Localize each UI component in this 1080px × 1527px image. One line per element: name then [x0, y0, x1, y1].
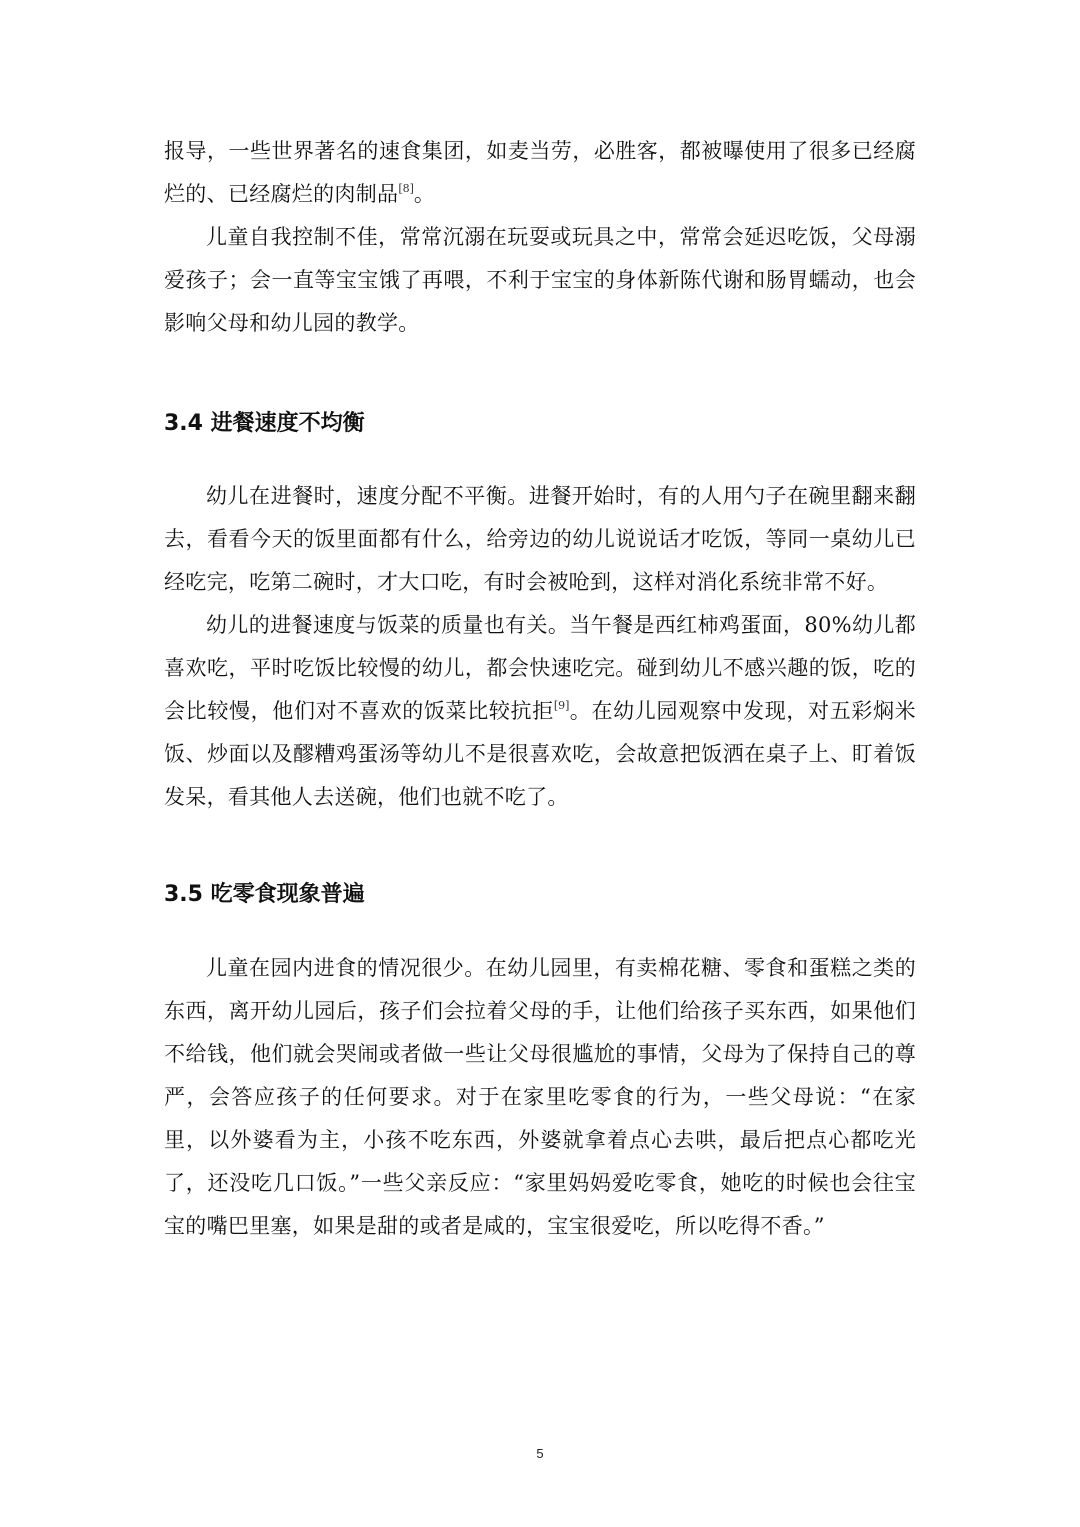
section-heading-3-5: 3.5 吃零食现象普遍 — [164, 882, 365, 907]
paragraph-text: 幼儿的进餐速度与饭菜的质量也有关。当午餐是西红柿鸡蛋面，80%幼儿都喜欢吃，平时吃饭比较慢的幼儿，都会快速吃完。碰到幼儿不感兴趣的饭，吃的会比较慢，他们对不喜欢的饭菜比较抗拒 — [164, 613, 916, 723]
paragraph-eating-speed: 幼儿在进餐时，速度分配不平衡。进餐开始时，有的人用勺子在碗里翻来翻去，看看今天的饭里面都有什么，给旁边的幼儿说说话才吃饭，等同一桌幼儿已经吃完，吃第二碗时，才大口吃，有时会被呛到，这样对消化系统非常不好。 — [164, 484, 916, 594]
section-heading-3-4: 3.4 进餐速度不均衡 — [164, 411, 365, 436]
paragraph-continued — [164, 130, 916, 216]
paragraph-food-quality — [164, 604, 916, 819]
page-number: 5 — [536, 1446, 544, 1461]
paragraph-text-after: 。在幼儿园观察中发现，对五彩焖米饭、炒面以及醪糟鸡蛋汤等幼儿不是很喜欢吃，会故意把饭洒在桌子上、盯着饭发呆，看其他人去送碗，他们也就不吃了。 — [164, 699, 916, 809]
paragraph-self-control: 儿童自我控制不佳，常常沉溺在玩耍或玩具之中，常常会延迟吃饭，父母溺爱孩子；会一直等宝宝饿了再喂，不利于宝宝的身体新陈代谢和肠胃蠕动，也会影响父母和幼儿园的教学。 — [164, 225, 916, 335]
citation-8: [8] — [398, 182, 414, 195]
citation-9: [9] — [553, 699, 570, 712]
paragraph-snacks: 儿童在园内进食的情况很少。在幼儿园里，有卖棉花糖、零食和蛋糕之类的东西，离开幼儿园后，孩子们会拉着父母的手，让他们给孩子买东西，如果他们不给钱，他们就会哭闹或者做一些让父母很尴尬的事情，父母为了保持自己的尊严，会答应孩子的任何要求。对于在家里吃零食的行为，一些父母说：“在家里，以外婆看为主，小孩不吃东西，外婆就拿着点心去哄，最后把点心都吃光了，还没吃几口饭。”一些父亲反应：“家里妈妈爱吃零食，她吃的时候也会往宝宝的嘴巴里塞，如果是甜的或者是咸的，宝宝很爱吃，所以吃得不香。” — [164, 956, 916, 1238]
paragraph-tail: 。 — [413, 182, 436, 206]
paragraph-text: 报导，一些世界著名的速食集团，如麦当劳，必胜客，都被曝使用了很多已经腐烂的、已经腐烂的肉制品 — [164, 139, 916, 206]
